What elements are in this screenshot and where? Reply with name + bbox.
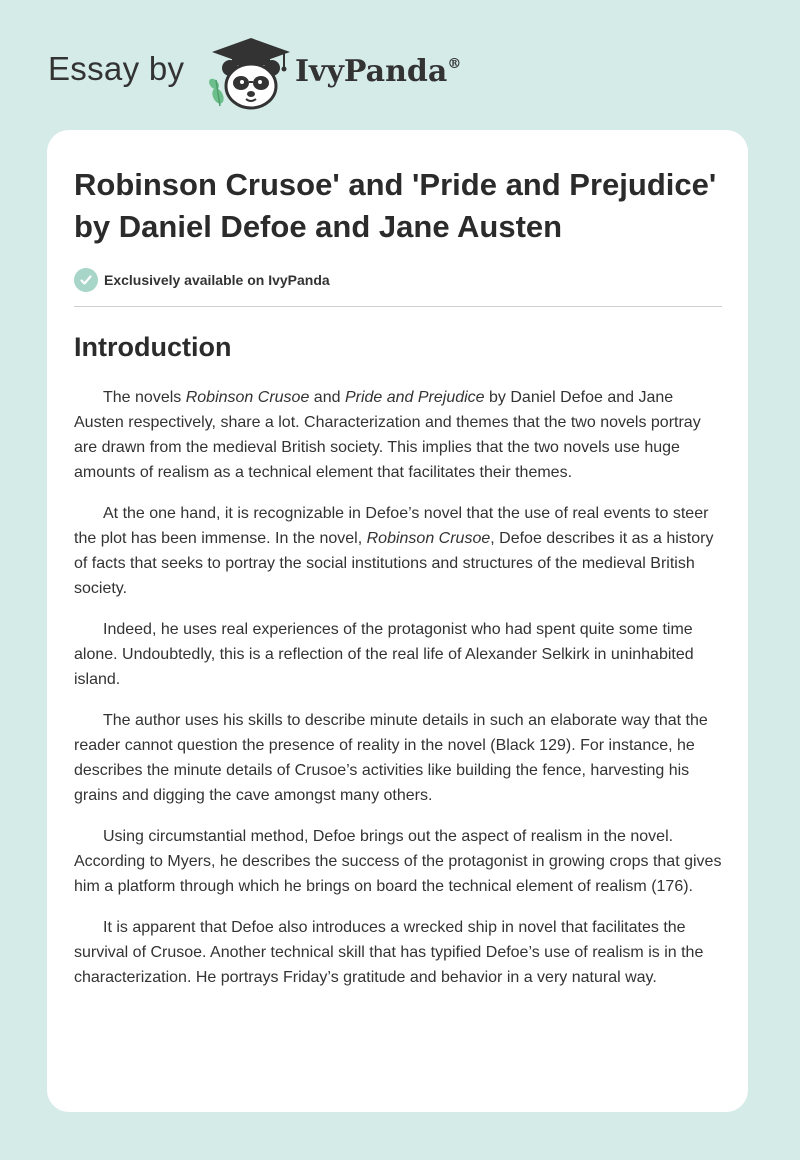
book-title: Robinson Crusoe xyxy=(185,389,310,406)
paragraph-5: Using circumstantial method, Defoe brings out the aspect of realism in the novel. According to Myers, he describes the success of the protagonist in growing crops that gives him a platform through which he brings on board the technical element of realism (176). xyxy=(74,828,722,895)
essay-title: Robinson Crusoe' and 'Pride and Prejudice' by Daniel Defoe and Jane Austen xyxy=(74,167,717,244)
badge-label: Exclusively available on IvyPanda xyxy=(104,272,330,288)
site-header xyxy=(48,36,748,116)
section-heading: Introduction xyxy=(74,332,232,362)
essay-card xyxy=(47,130,748,1112)
divider xyxy=(74,306,722,307)
essay-body xyxy=(74,385,722,990)
paragraph-3: Indeed, he uses real experiences of the protagonist who had spent quite some time alone. Undoubtedly, this is a reflection of the real life of Alexander Selkirk in uninhabited island. xyxy=(74,621,694,688)
panda-mascot-icon xyxy=(206,36,296,112)
brand-name: IvyPanda® xyxy=(295,54,462,89)
check-icon xyxy=(74,268,98,292)
essay-by-label: Essay by xyxy=(48,50,185,87)
book-title: Pride and Prejudice xyxy=(344,389,485,406)
book-title: Robinson Crusoe xyxy=(366,530,491,547)
paragraph-2: At the one hand, it is recognizable in Defoe’s novel that the use of real events to steer the plot has been immense. In the novel, Robinson Crusoe, Defoe describes it as a history of facts that seeks to portray the social institutions and structures of the medieval British society. xyxy=(74,505,714,597)
paragraph-6: It is apparent that Defoe also introduces a wrecked ship in novel that facilitates the survival of Crusoe. Another technical skill that has typified Defoe’s use of realism is in the characterization. He portrays Friday’s gratitude and behavior in a very natural way. xyxy=(74,919,704,986)
paragraph-1: The novels Robinson Crusoe and Pride and Prejudice by Daniel Defoe and Jane Austen respectively, share a lot. Characterization and themes that the two novels portray are drawn from the medieval British society. This implies that the two novels use huge amounts of realism as a technical element that facilitates their themes. xyxy=(74,389,701,481)
paragraph-4: The author uses his skills to describe minute details in such an elaborate way that the reader cannot question the presence of reality in the novel (Black 129). For instance, he describes the minute details of Crusoe’s activities like building the fence, harvesting his grains and digging the cave amongst many others. xyxy=(74,712,708,804)
exclusive-badge xyxy=(74,268,722,292)
